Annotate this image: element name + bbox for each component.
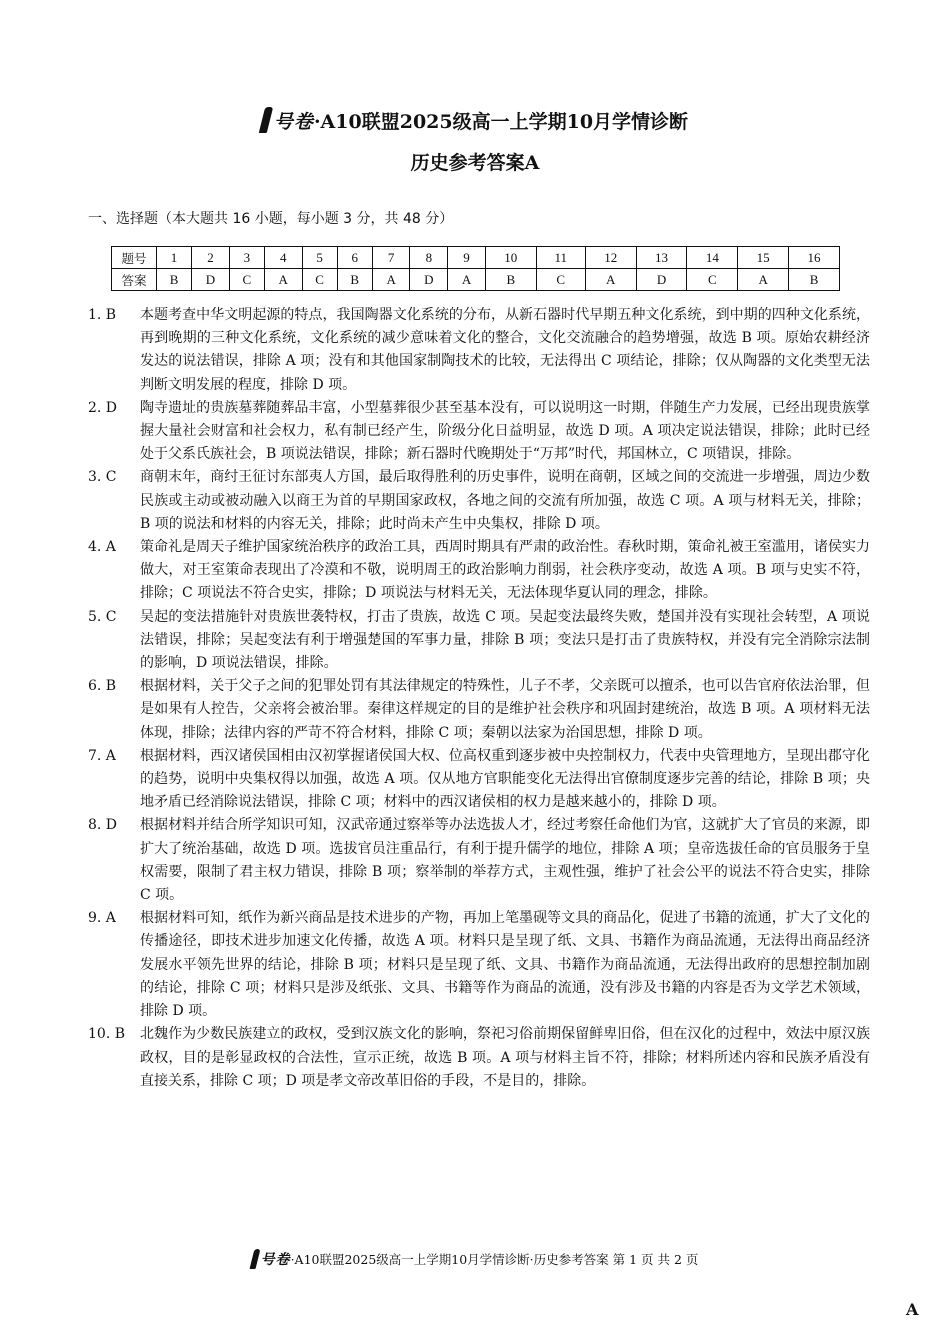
item-number: 4. A [88,539,116,556]
explanation-item [88,907,870,1023]
answer-table [111,246,840,291]
explanation-item [88,466,870,536]
item-number: 7. A [88,747,116,764]
item-text: 吴起的变法措施针对贵族世袭特权，打击了贵族，故选 C 项。吴起变法最终失败，楚国并没有实现社会转型，A 项说法错误，排除；吴起变法有利于增强楚国的军事力量，排除 B 项；变法只是打击了贵族特权，并没有完全消除宗法制的影响，D 项说法错误，排除。 [140,608,870,672]
brush-stroke-icon [259,107,273,133]
item-text: 北魏作为少数民族建立的政权，受到汉族文化的影响，祭祀习俗前期保留鲜卑旧俗，但在汉化的过程中，效法中原汉族政权，目的是彰显政权的合法性，宣示正统，故选 B 项。A 项与材料主旨不符，排除；材料所述内容和民族矛盾没有直接关系，排除 C 项；D 项是孝文帝改革旧俗的手段，不是目的，排除。 [140,1026,870,1089]
answer-cell: C [536,269,585,291]
item-text: 陶寺遗址的贵族墓葬随葬品丰富，小型墓葬很少甚至基本没有，可以说明这一时期，伴随生产力发展，已经出现贵族掌握大量社会财富和社会权力，私有制已经产生，阶级分化日益明显，故选 D 项。A 项决定说法错误，排除；此时已经处于父系氏族社会，B 项说法错误，排除；新石器时代晚期处于“万邦”时代，邦国林立，C 项错误，排除。 [140,399,870,463]
question-number: 16 [789,247,840,269]
answer-row [112,269,840,291]
answer-cell: A [372,269,410,291]
page-title [0,100,950,140]
answer-cell: B [789,269,840,291]
title-text: ·A10联盟2025级高一上学期10月学情诊断 [313,110,689,133]
page-subtitle: 历史参考答案A [410,152,540,174]
item-number: 9. A [88,910,116,927]
item-text: 根据材料，关于父子之间的犯罪处罚有其法律规定的特殊性，儿子不孝，父亲既可以擅杀，也可以告官府依法治罪，但是如果有人控告，父亲将会被治罪。秦律这样规定的目的是维护社会秩序和巩固封建统治，故选 B 项。A 项材料无法体现，排除；法律内容的严苛不符合材料，排除 C 项；秦朝以法家为治国思想，排除 D 项。 [140,678,870,741]
question-number: 2 [192,247,230,269]
explanation-list [88,304,870,1093]
question-number-row [112,247,840,269]
explanation-item [88,606,870,676]
section-heading: 一、选择题（本大题共 16 小题，每小题 3 分，共 48 分） [88,211,454,227]
item-number: 3. C [88,469,117,486]
item-text: 策命礼是周天子维护国家统治秩序的政治工具，西周时期具有严肃的政治性。春秋时期，策命礼被王室滥用，诸侯实力做大，对王室策命表现出了冷漠和不敬，说明周王的政治影响力削弱，社会秩序变动，故选 A 项。B 项与史实不符，排除；C 项说法不符合史实，排除；D 项说法与材料无关，无法体现华夏认同的理念，排除。 [140,539,870,602]
question-number: 3 [229,247,264,269]
explanation-item [88,397,870,467]
answer-cell: A [585,269,636,291]
question-number: 1 [157,247,192,269]
row-label-number: 题号 [112,247,157,269]
question-number: 15 [738,247,789,269]
explanation-item [88,304,870,397]
question-number: 13 [636,247,687,269]
explanation-item [88,536,870,606]
answer-cell: C [687,269,738,291]
row-label-answer: 答案 [112,269,157,291]
explanation-item [88,814,870,907]
item-text: 商朝末年，商纣王征讨东部夷人方国，最后取得胜利的历史事件，说明在商朝，区域之间的交流进一步增强，周边少数民族或主动或被动融入以商王为首的早期国家政权，各地之间的交流有所加强，故选 C 项。A 项与材料无关，排除；B 项的说法和材料的内容无关，排除；此时尚未产生中央集权，排除 D 项。 [140,469,870,532]
question-number: 8 [410,247,448,269]
answer-cell: D [410,269,448,291]
answer-cell: B [157,269,192,291]
corner-mark: A [906,1300,919,1319]
answer-cell: A [738,269,789,291]
item-number: 5. C [88,608,117,625]
item-number: 8. D [88,817,118,834]
item-number: 6. B [88,678,117,695]
page-footer [0,1246,950,1272]
question-number: 5 [302,247,337,269]
question-number: 12 [585,247,636,269]
explanation-item [88,745,870,815]
answer-cell: D [636,269,687,291]
footer-logo: 号卷 [252,1249,291,1269]
item-number: 10. B [88,1026,126,1043]
footer-text: ·A10联盟2025级高一上学期10月学情诊断·历史参考答案 第 1 页 共 2 页 [290,1252,699,1267]
item-number: 1. B [88,307,117,323]
question-number: 10 [485,247,536,269]
brush-stroke-icon [249,1249,260,1269]
answer-cell: C [302,269,337,291]
answer-cell: B [485,269,536,291]
explanation-item [88,1023,870,1093]
question-number: 7 [372,247,410,269]
answer-cell: C [229,269,264,291]
item-number: 2. D [88,399,118,416]
item-text: 根据材料可知，纸作为新兴商品是技术进步的产物，再加上笔墨砚等文具的商品化，促进了书籍的流通，扩大了文化的传播途径，即技术进步加速文化传播，故选 A 项。材料只是呈现了纸、文具、书籍作为商品流通，无法得出商品经济发展水平领先世界的结论，排除 B 项；材料只是呈现了纸、文具、书籍作为商品流通，无法得出政府的思想控制加剧的结论，排除 C 项；材料只是涉及纸张、文具、书籍等作为商品的流通，没有涉及书籍的内容是否为文学艺术领域，排除 D 项。 [140,910,870,1020]
question-number: 9 [448,247,486,269]
item-text: 本题考查中华文明起源的特点，我国陶器文化系统的分布，从新石器时代早期五种文化系统，到中期的四种文化系统，再到晚期的三种文化系统，文化系统的减少意味着文化的整合，文化交流融合的趋势增强，故选 B 项。原始农耕经济发达的说法错误，排除 A 项；没有和其他国家制陶技术的比较，无法得出 C 项结论，排除；仅从陶器的文化类型无法判断文明发展的程度，排除 D 项。 [140,307,870,393]
explanation-item [88,675,870,745]
item-text: 根据材料并结合所学知识可知，汉武帝通过察举等办法选拔人才，经过考察任命他们为官，这就扩大了官员的来源，即扩大了统治基础，故选 D 项。选拔官员注重品行，有利于提升儒学的地位，排除 A 项；皇帝选拔任命的官员服务于皇权需要，限制了君主权力错误，排除 B 项；察举制的举荐方式，主观性强，维护了社会公平的说法不符合史实，排除 C 项。 [140,817,870,904]
question-number: 4 [264,247,302,269]
brand-logo: 号卷 [262,107,314,134]
answer-cell: D [192,269,230,291]
question-number: 6 [337,247,372,269]
answer-cell: B [337,269,372,291]
answer-cell: A [448,269,486,291]
question-number: 11 [536,247,585,269]
question-number: 14 [687,247,738,269]
item-text: 根据材料，西汉诸侯国相由汉初掌握诸侯国大权、位高权重到逐步被中央控制权力，代表中央管理地方，呈现出郡守化的趋势，说明中央集权得以加强，故选 A 项。仅从地方官职能变化无法得出官僚制度逐步完善的结论，排除 B 项；央地矛盾已经消除说法错误，排除 C 项；材料中的西汉诸侯相的权力是越来越小的，排除 D 项。 [140,747,870,811]
answer-cell: A [264,269,302,291]
